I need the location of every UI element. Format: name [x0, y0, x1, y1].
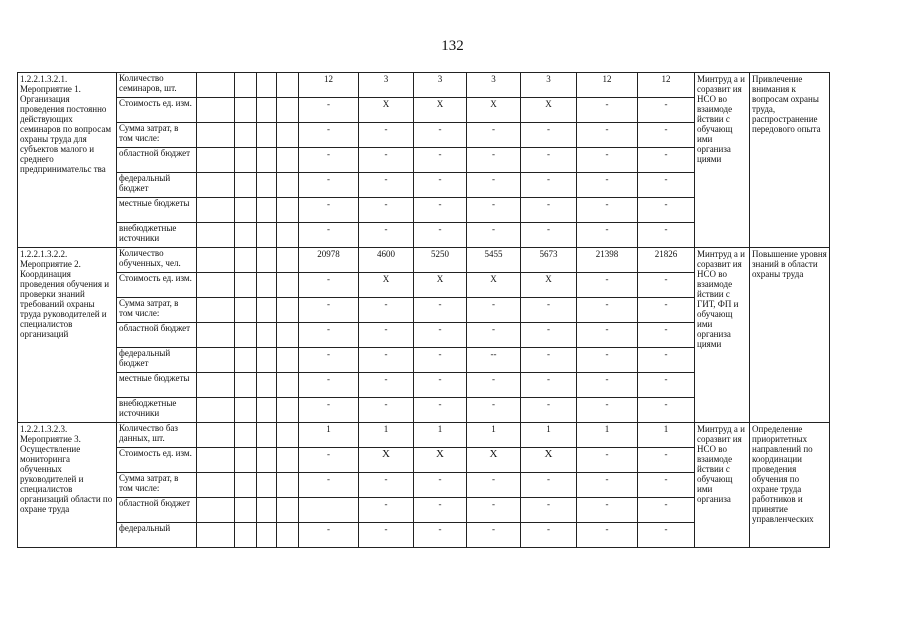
expected-result: Привлечение внимания к вопросам охраны труда, распространение передового опыта [750, 73, 830, 248]
expected-result: Определение приоритетных направлений по координации проведения обучения по охране труда работников и принятие управленческих [750, 423, 830, 548]
value-cell: 12 [638, 73, 695, 98]
table-row [18, 248, 830, 273]
value-cell: - [638, 398, 695, 423]
value-cell: - [577, 273, 638, 298]
value-cell: - [467, 398, 521, 423]
value-cell: - [299, 173, 359, 198]
value-cell: - [577, 373, 638, 398]
value-cell: 3 [521, 73, 577, 98]
expected-result: Повышение уровня знаний в области охраны труда [750, 248, 830, 423]
value-cell: - [638, 98, 695, 123]
indicator-label: Стоимость ед. изм. [117, 98, 197, 123]
value-cell: - [577, 398, 638, 423]
value-cell: X [359, 448, 414, 473]
value-cell: - [638, 523, 695, 548]
value-cell: - [299, 223, 359, 248]
value-cell: - [577, 123, 638, 148]
value-cell: - [577, 98, 638, 123]
value-cell: - [299, 473, 359, 498]
value-cell: - [299, 273, 359, 298]
value-cell: - [467, 298, 521, 323]
value-cell: - [359, 123, 414, 148]
value-cell: 1 [359, 423, 414, 448]
value-cell: X [521, 98, 577, 123]
value-cell: - [638, 348, 695, 373]
value-cell: - [521, 198, 577, 223]
value-cell: 5250 [414, 248, 467, 273]
value-cell: X [359, 98, 414, 123]
activity-name: 1.2.2.1.3.2.1. Мероприятие 1. Организация проведения постоянно действующих семинаров по вопросам охраны труда для субъектов малого и среднего предпринимательс тва [18, 73, 117, 248]
value-cell: - [638, 323, 695, 348]
value-cell: 4600 [359, 248, 414, 273]
value-cell: - [359, 373, 414, 398]
value-cell: - [299, 198, 359, 223]
value-cell: - [577, 198, 638, 223]
value-cell: - [638, 223, 695, 248]
value-cell: 3 [414, 73, 467, 98]
value-cell: X [467, 273, 521, 298]
value-cell: - [521, 223, 577, 248]
indicator-label: Сумма затрат, в том числе: [117, 298, 197, 323]
value-cell: - [299, 98, 359, 123]
value-cell: - [638, 298, 695, 323]
indicator-label: областной бюджет [117, 498, 197, 523]
value-cell: 3 [467, 73, 521, 98]
value-cell: - [577, 448, 638, 473]
value-cell: - [299, 448, 359, 473]
value-cell: X [467, 98, 521, 123]
value-cell: - [414, 198, 467, 223]
value-cell: - [359, 473, 414, 498]
indicator-label: Сумма затрат, в том числе: [117, 473, 197, 498]
value-cell: - [299, 323, 359, 348]
value-cell: - [359, 198, 414, 223]
value-cell: - [638, 473, 695, 498]
value-cell: - [299, 148, 359, 173]
executor: Минтруд а и соразвит ия НСО во взаимоде йствии с обучающ ими организа [695, 423, 750, 548]
value-cell: - [638, 448, 695, 473]
value-cell: - [299, 373, 359, 398]
value-cell: - [359, 173, 414, 198]
value-cell: - [467, 498, 521, 523]
value-cell: - [521, 373, 577, 398]
indicator-label: Сумма затрат, в том числе: [117, 123, 197, 148]
value-cell: - [359, 223, 414, 248]
value-cell: - [521, 173, 577, 198]
value-cell: - [414, 173, 467, 198]
value-cell: - [467, 373, 521, 398]
value-cell: X [359, 273, 414, 298]
value-cell: - [414, 223, 467, 248]
value-cell: - [521, 473, 577, 498]
value-cell: 1 [577, 423, 638, 448]
value-cell: - [467, 148, 521, 173]
value-cell: - [299, 523, 359, 548]
value-cell: X [521, 448, 577, 473]
value-cell: - [577, 173, 638, 198]
value-cell: - [577, 323, 638, 348]
value-cell: - [467, 473, 521, 498]
value-cell: 3 [359, 73, 414, 98]
activity-name: 1.2.2.1.3.2.2. Мероприятие 2. Координация проведения обучения и проверки знаний требований охраны труда руководителей и специалистов организаций [18, 248, 117, 423]
value-cell: 21826 [638, 248, 695, 273]
indicator-label: областной бюджет [117, 323, 197, 348]
value-cell: - [414, 373, 467, 398]
indicator-label: местные бюджеты [117, 198, 197, 223]
value-cell: - [467, 123, 521, 148]
value-cell: 1 [299, 423, 359, 448]
value-cell: - [359, 298, 414, 323]
indicator-label: Количество семинаров, шт. [117, 73, 197, 98]
value-cell: - [577, 298, 638, 323]
value-cell: - [414, 148, 467, 173]
indicator-label: местные бюджеты [117, 373, 197, 398]
value-cell: - [638, 373, 695, 398]
value-cell: - [638, 198, 695, 223]
indicator-label: Количество обученных, чел. [117, 248, 197, 273]
value-cell: - [359, 523, 414, 548]
value-cell: - [521, 148, 577, 173]
table-row [18, 73, 830, 98]
value-cell: 5455 [467, 248, 521, 273]
value-cell: 1 [467, 423, 521, 448]
table-row [18, 423, 830, 448]
value-cell: X [414, 273, 467, 298]
value-cell: - [521, 398, 577, 423]
value-cell: - [638, 273, 695, 298]
value-cell: 1 [638, 423, 695, 448]
value-cell: 12 [299, 73, 359, 98]
value-cell: - [359, 348, 414, 373]
value-cell: - [577, 348, 638, 373]
value-cell: - [359, 398, 414, 423]
indicator-label: внебюджетные источники [117, 398, 197, 423]
value-cell: X [414, 98, 467, 123]
indicator-label: Стоимость ед. изм. [117, 273, 197, 298]
value-cell: - [467, 223, 521, 248]
value-cell: - [299, 398, 359, 423]
value-cell: - [577, 223, 638, 248]
value-cell: - [299, 348, 359, 373]
value-cell: - [359, 148, 414, 173]
value-cell [299, 498, 359, 523]
value-cell: - [521, 123, 577, 148]
value-cell: 1 [414, 423, 467, 448]
program-table [17, 72, 830, 548]
value-cell: - [414, 398, 467, 423]
value-cell: - [359, 498, 414, 523]
value-cell: - [467, 173, 521, 198]
value-cell: - [414, 323, 467, 348]
value-cell: 12 [577, 73, 638, 98]
value-cell: - [414, 298, 467, 323]
value-cell: 20978 [299, 248, 359, 273]
value-cell: - [414, 498, 467, 523]
value-cell: X [467, 448, 521, 473]
value-cell: - [414, 123, 467, 148]
value-cell: - [577, 148, 638, 173]
value-cell: - [467, 198, 521, 223]
value-cell: - [414, 348, 467, 373]
value-cell: - [638, 123, 695, 148]
value-cell: - [521, 298, 577, 323]
indicator-label: областной бюджет [117, 148, 197, 173]
indicator-label: федеральный бюджет [117, 348, 197, 373]
value-cell: - [521, 348, 577, 373]
indicator-label: внебюджетные источники [117, 223, 197, 248]
activity-name: 1.2.2.1.3.2.3. Мероприятие 3. Осуществление мониторинга обученных руководителей и специалистов организаций области по охране труда [18, 423, 117, 548]
value-cell: 1 [521, 423, 577, 448]
value-cell: - [467, 323, 521, 348]
value-cell: 5673 [521, 248, 577, 273]
value-cell: - [414, 523, 467, 548]
value-cell: X [521, 273, 577, 298]
value-cell: 21398 [577, 248, 638, 273]
value-cell: - [577, 523, 638, 548]
value-cell: - [577, 473, 638, 498]
value-cell: - [638, 173, 695, 198]
value-cell: - [577, 498, 638, 523]
value-cell: - [299, 123, 359, 148]
value-cell: -- [467, 348, 521, 373]
value-cell: - [359, 323, 414, 348]
value-cell: X [414, 448, 467, 473]
value-cell: - [521, 323, 577, 348]
indicator-label: федеральный бюджет [117, 173, 197, 198]
executor: Минтруд а и соразвит ия НСО во взаимоде йствии с обучающ ими организа циями [695, 73, 750, 248]
value-cell: - [467, 523, 521, 548]
value-cell: - [414, 473, 467, 498]
value-cell: - [299, 298, 359, 323]
indicator-label: федеральный [117, 523, 197, 548]
page-number: 132 [441, 38, 464, 54]
value-cell: - [638, 148, 695, 173]
value-cell: - [521, 498, 577, 523]
executor: Минтруд а и соразвит ия НСО во взаимоде йствии с ГИТ, ФП и обучающ ими организа циями [695, 248, 750, 423]
indicator-label: Количество баз данных, шт. [117, 423, 197, 448]
indicator-label: Стоимость ед. изм. [117, 448, 197, 473]
value-cell: - [638, 498, 695, 523]
value-cell: - [521, 523, 577, 548]
